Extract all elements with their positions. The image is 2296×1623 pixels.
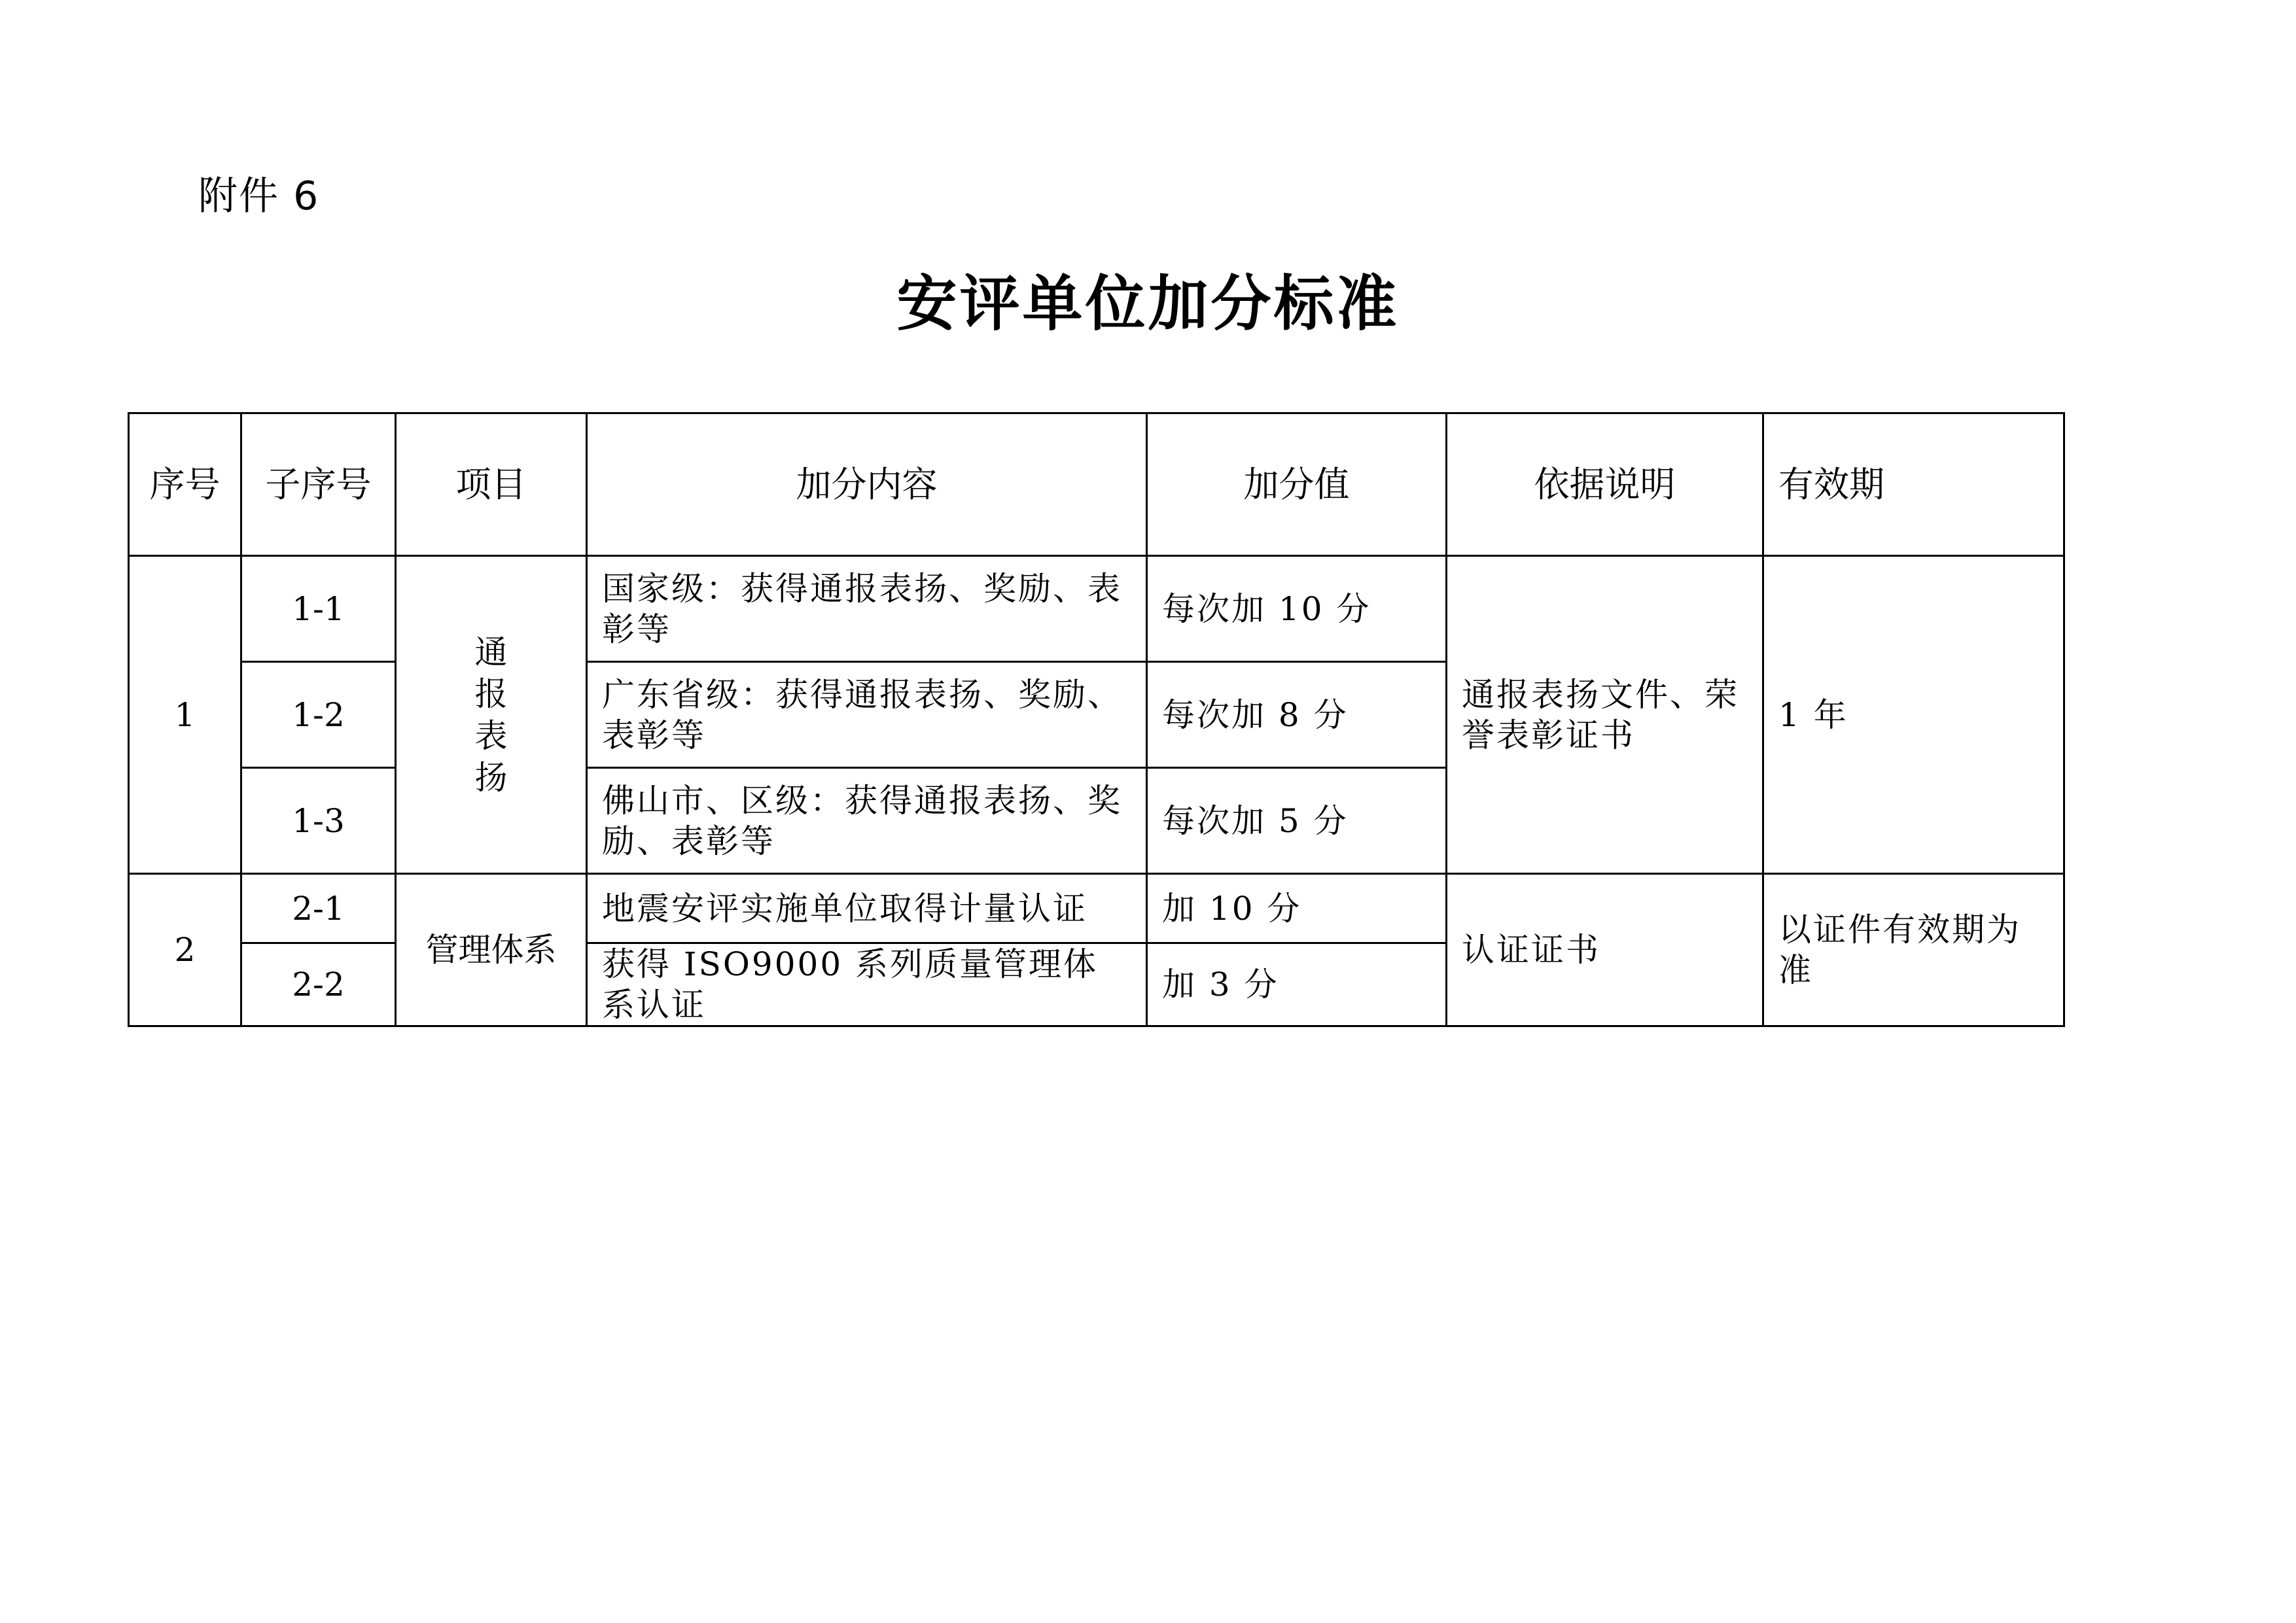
attachment-label: 附件 6: [198, 173, 320, 219]
cell-item: [396, 556, 587, 874]
header-seq: 序号: [129, 413, 241, 556]
scoring-standard-table: [128, 412, 2065, 1027]
header-value: 加分值: [1147, 413, 1447, 556]
cell-sub-seq: 2-2: [241, 943, 396, 1026]
cell-seq: 2: [129, 874, 241, 1026]
cell-content: 佛山市、区级：获得通报表扬、奖励、表彰等: [587, 768, 1147, 874]
cell-content: 获得 ISO9000 系列质量管理体系认证: [587, 943, 1147, 1026]
cell-content: 国家级：获得通报表扬、奖励、表彰等: [587, 556, 1147, 662]
cell-value: 每次加 8 分: [1147, 662, 1447, 768]
table-row: [129, 874, 2064, 943]
header-content: 加分内容: [587, 413, 1147, 556]
header-sub-seq: 子序号: [241, 413, 396, 556]
cell-basis: 通报表扬文件、荣誉表彰证书: [1447, 556, 1763, 874]
header-basis: 依据说明: [1447, 413, 1763, 556]
document-title: 安评单位加分标准: [896, 268, 1400, 339]
cell-sub-seq: 2-1: [241, 874, 396, 943]
cell-value: 加 3 分: [1147, 943, 1447, 1026]
cell-validity: 1 年: [1763, 556, 2064, 874]
cell-validity: 以证件有效期为准: [1763, 874, 2064, 1026]
cell-content: 地震安评实施单位取得计量认证: [587, 874, 1147, 943]
cell-basis: 认证证书: [1447, 874, 1763, 1026]
header-item: 项目: [396, 413, 587, 556]
cell-value: 每次加 10 分: [1147, 556, 1447, 662]
cell-value: 加 10 分: [1147, 874, 1447, 943]
header-validity: 有效期: [1763, 413, 2064, 556]
table-header-row: [129, 413, 2064, 556]
table-row: [129, 556, 2064, 662]
cell-sub-seq: 1-2: [241, 662, 396, 768]
cell-sub-seq: 1-1: [241, 556, 396, 662]
cell-sub-seq: 1-3: [241, 768, 396, 874]
cell-content: 广东省级：获得通报表扬、奖励、表彰等: [587, 662, 1147, 768]
cell-seq: 1: [129, 556, 241, 874]
cell-value: 每次加 5 分: [1147, 768, 1447, 874]
item-label-vertical: 通报表扬: [474, 633, 508, 797]
cell-item: 管理体系: [396, 874, 587, 1026]
